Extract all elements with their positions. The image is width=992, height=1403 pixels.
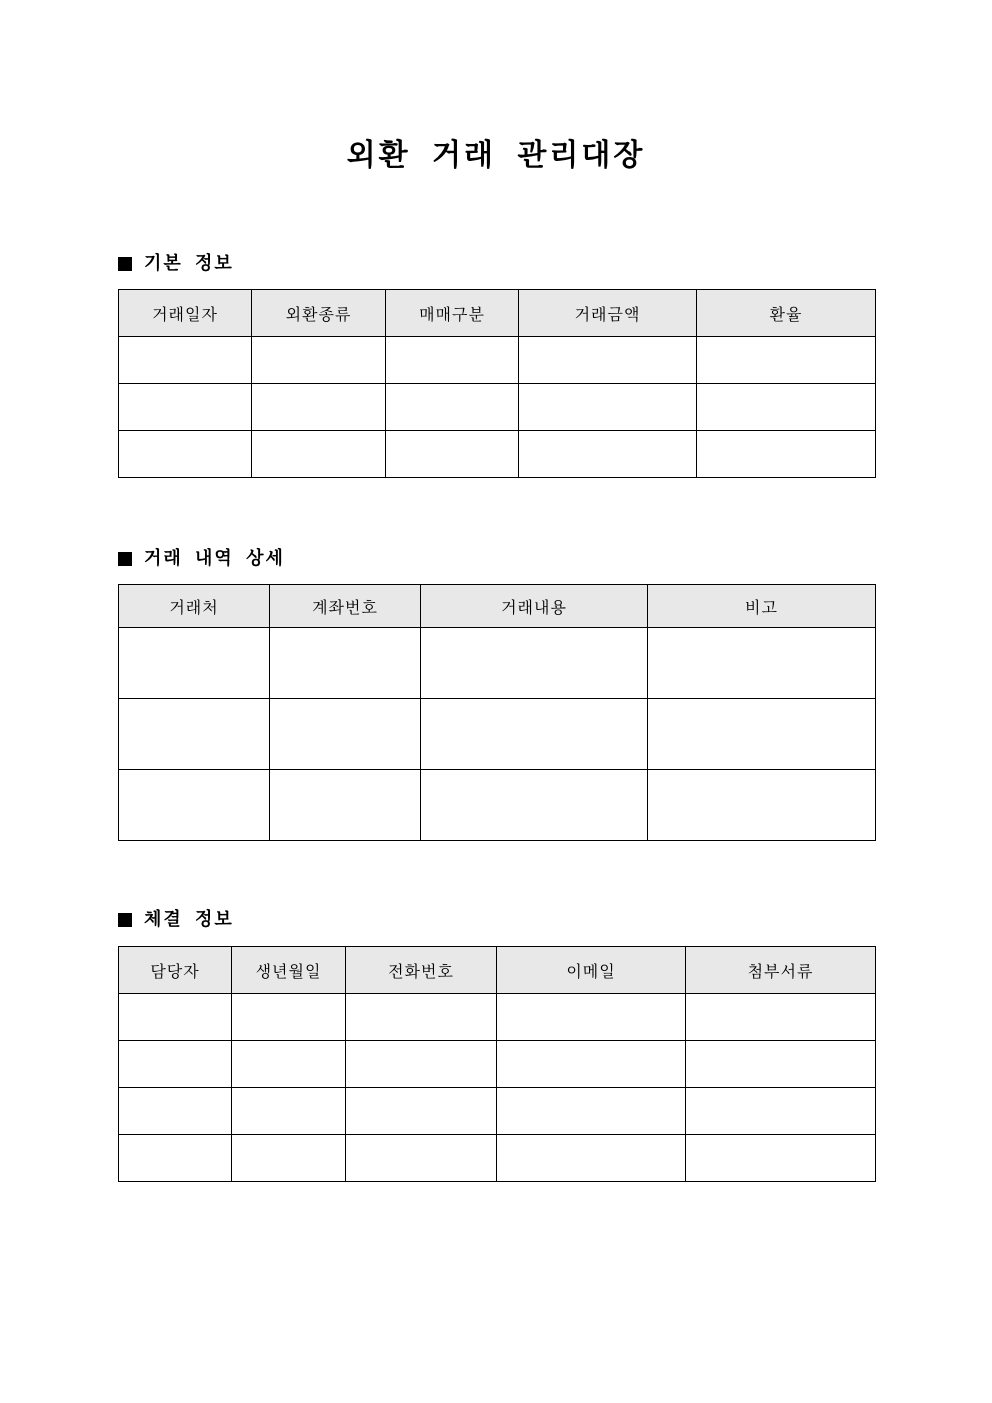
black-square-icon: [118, 913, 132, 927]
table-row: [119, 628, 876, 699]
column-header-buy-sell: 매매구분: [386, 290, 519, 337]
table-cell[interactable]: [119, 699, 270, 770]
basic-info-table: [118, 289, 876, 478]
table-row: [119, 699, 876, 770]
table-cell[interactable]: [648, 770, 876, 841]
table-cell[interactable]: [119, 431, 252, 478]
column-header-account-number: 계좌번호: [270, 585, 421, 628]
section-heading-contract: [118, 908, 234, 932]
table-row: [119, 770, 876, 841]
table-cell[interactable]: [119, 384, 252, 431]
table-cell[interactable]: [686, 994, 876, 1041]
table-row: [119, 994, 876, 1041]
column-header-trade-amount: 거래금액: [519, 290, 697, 337]
table-cell[interactable]: [386, 337, 519, 384]
table-cell[interactable]: [252, 431, 386, 478]
table-cell[interactable]: [686, 1135, 876, 1182]
column-header-exchange-rate: 환율: [697, 290, 876, 337]
table-cell[interactable]: [421, 770, 648, 841]
table-cell[interactable]: [252, 337, 386, 384]
trade-detail-table: [118, 584, 876, 841]
table-cell[interactable]: [497, 1135, 686, 1182]
table-cell[interactable]: [497, 994, 686, 1041]
table-cell[interactable]: [421, 628, 648, 699]
table-row: [119, 1041, 876, 1088]
section-heading-detail: [118, 547, 285, 571]
table-cell[interactable]: [252, 384, 386, 431]
page-title: 외환 거래 관리대장: [346, 138, 646, 173]
table-cell[interactable]: [119, 770, 270, 841]
column-header-currency-type: 외환종류: [252, 290, 386, 337]
table-cell[interactable]: [270, 770, 421, 841]
contract-info-table: [118, 946, 876, 1182]
table-cell[interactable]: [346, 1041, 497, 1088]
table-cell[interactable]: [386, 384, 519, 431]
table-cell[interactable]: [686, 1088, 876, 1135]
column-header-phone-number: 전화번호: [346, 947, 497, 994]
table-cell[interactable]: [232, 1135, 346, 1182]
table-header-row: [119, 947, 876, 994]
table-cell[interactable]: [519, 384, 697, 431]
column-header-remarks: 비고: [648, 585, 876, 628]
table-row: [119, 431, 876, 478]
section-heading-basic: [118, 252, 234, 276]
table-cell[interactable]: [497, 1041, 686, 1088]
black-square-icon: [118, 552, 132, 566]
table-cell[interactable]: [119, 337, 252, 384]
table-cell[interactable]: [697, 337, 876, 384]
table-cell[interactable]: [697, 384, 876, 431]
table-row: [119, 337, 876, 384]
table-cell[interactable]: [346, 1135, 497, 1182]
table-cell[interactable]: [232, 994, 346, 1041]
column-header-counterparty: 거래처: [119, 585, 270, 628]
black-square-icon: [118, 257, 132, 271]
table-cell[interactable]: [232, 1088, 346, 1135]
column-header-person-in-charge: 담당자: [119, 947, 232, 994]
column-header-birth-date: 생년월일: [232, 947, 346, 994]
column-header-trade-date: 거래일자: [119, 290, 252, 337]
table-row: [119, 384, 876, 431]
section-heading-contract-label: 체결 정보: [144, 909, 234, 930]
column-header-trade-content: 거래내용: [421, 585, 648, 628]
table-cell[interactable]: [346, 994, 497, 1041]
table-cell[interactable]: [119, 1135, 232, 1182]
table-cell[interactable]: [119, 1088, 232, 1135]
table-header-row: [119, 585, 876, 628]
table-cell[interactable]: [648, 628, 876, 699]
table-cell[interactable]: [686, 1041, 876, 1088]
table-cell[interactable]: [270, 628, 421, 699]
table-cell[interactable]: [519, 431, 697, 478]
table-row: [119, 1088, 876, 1135]
table-cell[interactable]: [421, 699, 648, 770]
table-cell[interactable]: [232, 1041, 346, 1088]
table-header-row: [119, 290, 876, 337]
table-cell[interactable]: [519, 337, 697, 384]
table-cell[interactable]: [270, 699, 421, 770]
table-cell[interactable]: [346, 1088, 497, 1135]
table-cell[interactable]: [697, 431, 876, 478]
column-header-attachments: 첨부서류: [686, 947, 876, 994]
table-row: [119, 1135, 876, 1182]
table-cell[interactable]: [497, 1088, 686, 1135]
table-cell[interactable]: [119, 994, 232, 1041]
table-cell[interactable]: [119, 628, 270, 699]
table-cell[interactable]: [386, 431, 519, 478]
section-heading-basic-label: 기본 정보: [144, 253, 234, 274]
column-header-email: 이메일: [497, 947, 686, 994]
section-heading-detail-label: 거래 내역 상세: [144, 548, 285, 569]
table-cell[interactable]: [648, 699, 876, 770]
table-cell[interactable]: [119, 1041, 232, 1088]
